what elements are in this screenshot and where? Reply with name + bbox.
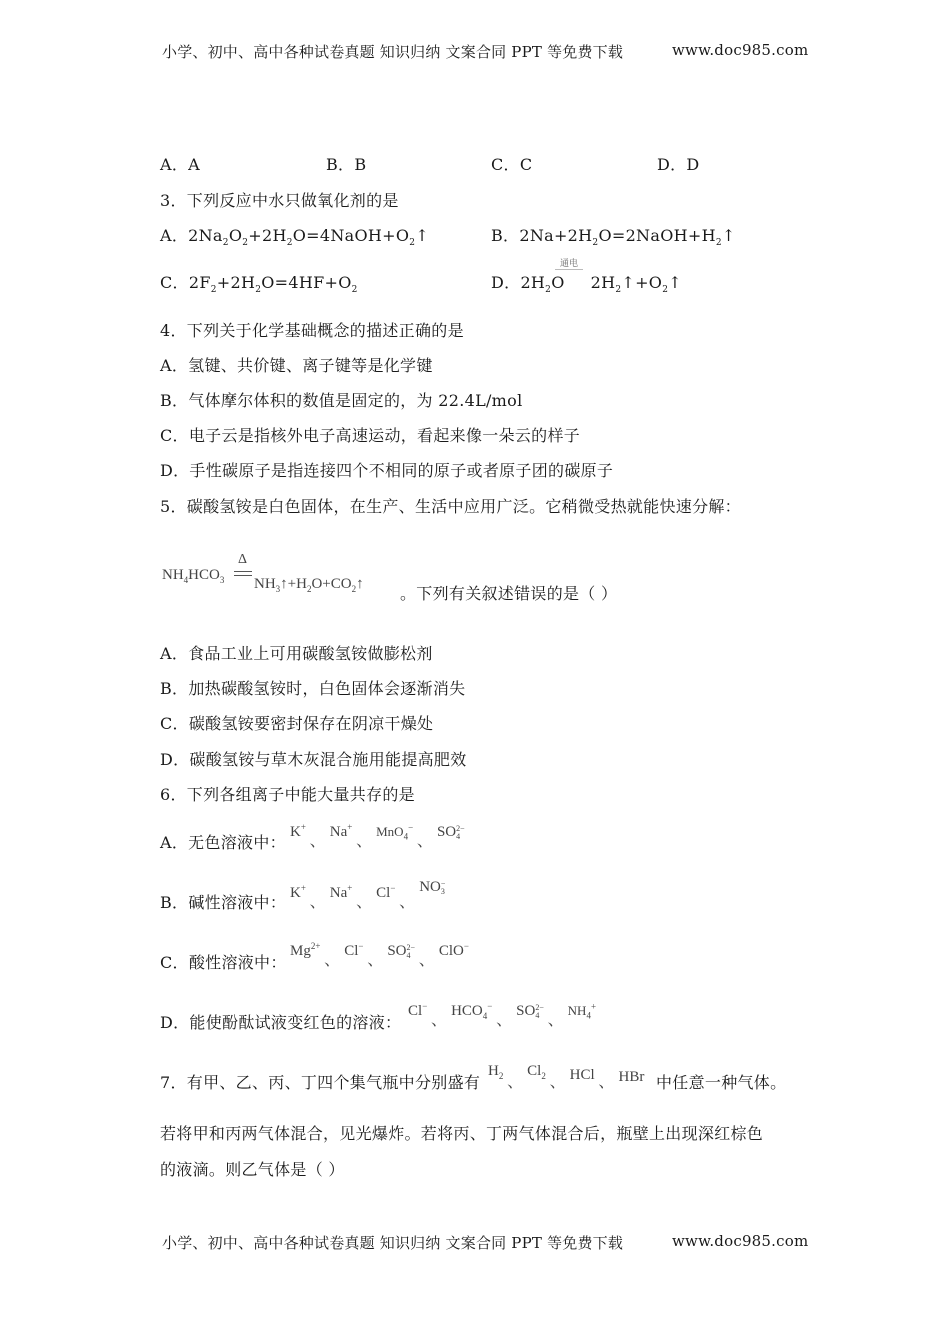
q2-option-b: B．B <box>326 155 367 174</box>
q4-option-d: D．手性碳原子是指连接四个不相同的原子或者原子团的碳原子 <box>160 461 614 480</box>
q2-option-d: D．D <box>657 155 700 174</box>
q6-a-ions: K+ 、 Na+ 、 MnO$_4$− 、 SO 2− 4 <box>290 822 465 850</box>
ion: SO 2− 4 <box>387 942 416 960</box>
q6-stem: 6．下列各组离子中能大量共存的是 <box>160 785 415 804</box>
q7-stem-b: 中任意一种气体。 <box>656 1073 787 1092</box>
gas: HBr <box>618 1069 645 1085</box>
q3-d-right: $2H_2↑+O_2↑$ <box>590 273 682 296</box>
header-url[interactable]: www.doc985.com <box>672 41 809 59</box>
ion: MnO$_4$− <box>376 822 414 842</box>
q3-d-left: $2H_2O$ <box>520 273 565 296</box>
ion: Na+ <box>329 883 353 901</box>
q3-a-label: A． <box>160 226 189 245</box>
ion: K+ <box>290 883 306 901</box>
ion: Cl− <box>344 941 364 959</box>
q2-option-c: C．C <box>491 155 533 174</box>
q5-option-b: B．加热碳酸氢铵时，白色固体会逐渐消失 <box>160 679 466 698</box>
gas: $H_2$ <box>488 1063 504 1081</box>
q3-d-label: D． <box>491 273 521 292</box>
header-text: 小学、初中、高中各种试卷真题 知识归纳 文案合同 PPT 等免费下载 <box>162 43 624 61</box>
q6-a-label: A．无色溶液中： <box>160 833 286 852</box>
q5-stem: 5．碳酸氢铵是白色固体，在生产、生活中应用广泛。它稍微受热就能快速分解： <box>160 497 741 516</box>
q5-option-a: A．食品工业上可用碳酸氢铵做膨松剂 <box>160 644 433 663</box>
ion: SO 2− 4 <box>436 823 465 841</box>
q3-option-b <box>491 223 736 248</box>
q4-stem: 4．下列关于化学基础概念的描述正确的是 <box>160 321 464 340</box>
ion: SO 2− 4 <box>516 1002 544 1020</box>
q3-a-formula: $2Na_2O_2+2H_2O=4NaOH+O_2↑$ <box>188 226 430 249</box>
q5-option-c: C．碳酸氢铵要密封保存在阴凉干燥处 <box>160 714 434 733</box>
ion: $HCO_4^-$ <box>451 1001 493 1021</box>
q6-c-ions: $Mg^{2+}$ 、 Cl− 、 SO 2− 4 、 ClO− <box>290 941 469 969</box>
q3-c-label: C． <box>160 273 189 292</box>
q7-stem-a: 7．有甲、乙、丙、丁四个集气瓶中分别盛有 <box>160 1073 481 1092</box>
footer-url[interactable]: www.doc985.com <box>672 1232 809 1250</box>
q5-products: $NH_3↑+H_2O+CO_2↑$ <box>254 576 364 594</box>
ion: ClO− <box>438 941 469 959</box>
q6-b-label: B．碱性溶液中： <box>160 893 287 912</box>
q7-line-2: 若将甲和丙两气体混合，见光爆炸。若将丙、丁两气体混合后，瓶壁上出现深红棕色 <box>160 1124 764 1143</box>
q5-reactant: $NH_4HCO_3$ <box>162 567 225 585</box>
q7-gases: $H_2$ 、 $Cl_2$ 、 HCl 、 HBr <box>488 1063 645 1091</box>
q4-option-c: C．电子云是指核外电子高速运动，看起来像一朵云的样子 <box>160 426 581 445</box>
q3-d-reaction-line <box>555 269 583 270</box>
ion: Na+ <box>329 822 353 840</box>
footer-text: 小学、初中、高中各种试卷真题 知识归纳 文案合同 PPT 等免费下载 <box>162 1234 624 1252</box>
q5-equals-sign <box>234 571 252 576</box>
ion: Cl− <box>408 1001 428 1019</box>
ion: $NH_4^+$ <box>567 1001 597 1021</box>
q5-option-d: D．碳酸氢铵与草木灰混合施用能提高肥效 <box>160 750 467 769</box>
q3-option-a <box>160 223 429 248</box>
q6-d-ions: Cl− 、 $HCO_4^-$ 、 SO 2− 4 、 $NH_4^+$ <box>408 1001 597 1029</box>
q3-option-d <box>491 270 682 295</box>
gas: $Cl_2$ <box>527 1063 546 1081</box>
ion: Cl− <box>376 883 396 901</box>
q3-option-c <box>160 270 358 295</box>
q3-b-label: B． <box>491 226 520 245</box>
q5-question: 。下列有关叙述错误的是（ ） <box>400 584 618 603</box>
ion: NO − 3 <box>419 878 446 896</box>
q6-c-label: C．酸性溶液中： <box>160 953 287 972</box>
q4-option-a: A．氢键、共价键、离子键等是化学键 <box>160 356 433 375</box>
q4-option-b: B．气体摩尔体积的数值是固定的，为 22.4L/mol <box>160 391 523 410</box>
q6-b-ions: K+ 、 Na+ 、 Cl− 、 NO − 3 <box>290 878 446 911</box>
q3-c-formula: $2F_2+2H_2O=4HF+O_2$ <box>188 273 358 296</box>
ion: $Mg^{2+}$ <box>290 941 321 959</box>
gas: HCl <box>569 1067 595 1083</box>
q3-stem: 3．下列反应中水只做氧化剂的是 <box>160 191 399 210</box>
q6-d-label: D．能使酚酞试液变红色的溶液： <box>160 1013 402 1032</box>
q7-line-3: 的液滴。则乙气体是（ ） <box>160 1160 345 1179</box>
q2-option-a: A．A <box>160 155 201 174</box>
q3-d-condition: 通电 <box>560 259 579 269</box>
q3-b-formula: $2Na+2H_2O=2NaOH+H_2↑$ <box>519 226 736 249</box>
q5-delta: Δ <box>238 552 248 567</box>
ion: K+ <box>290 822 306 840</box>
